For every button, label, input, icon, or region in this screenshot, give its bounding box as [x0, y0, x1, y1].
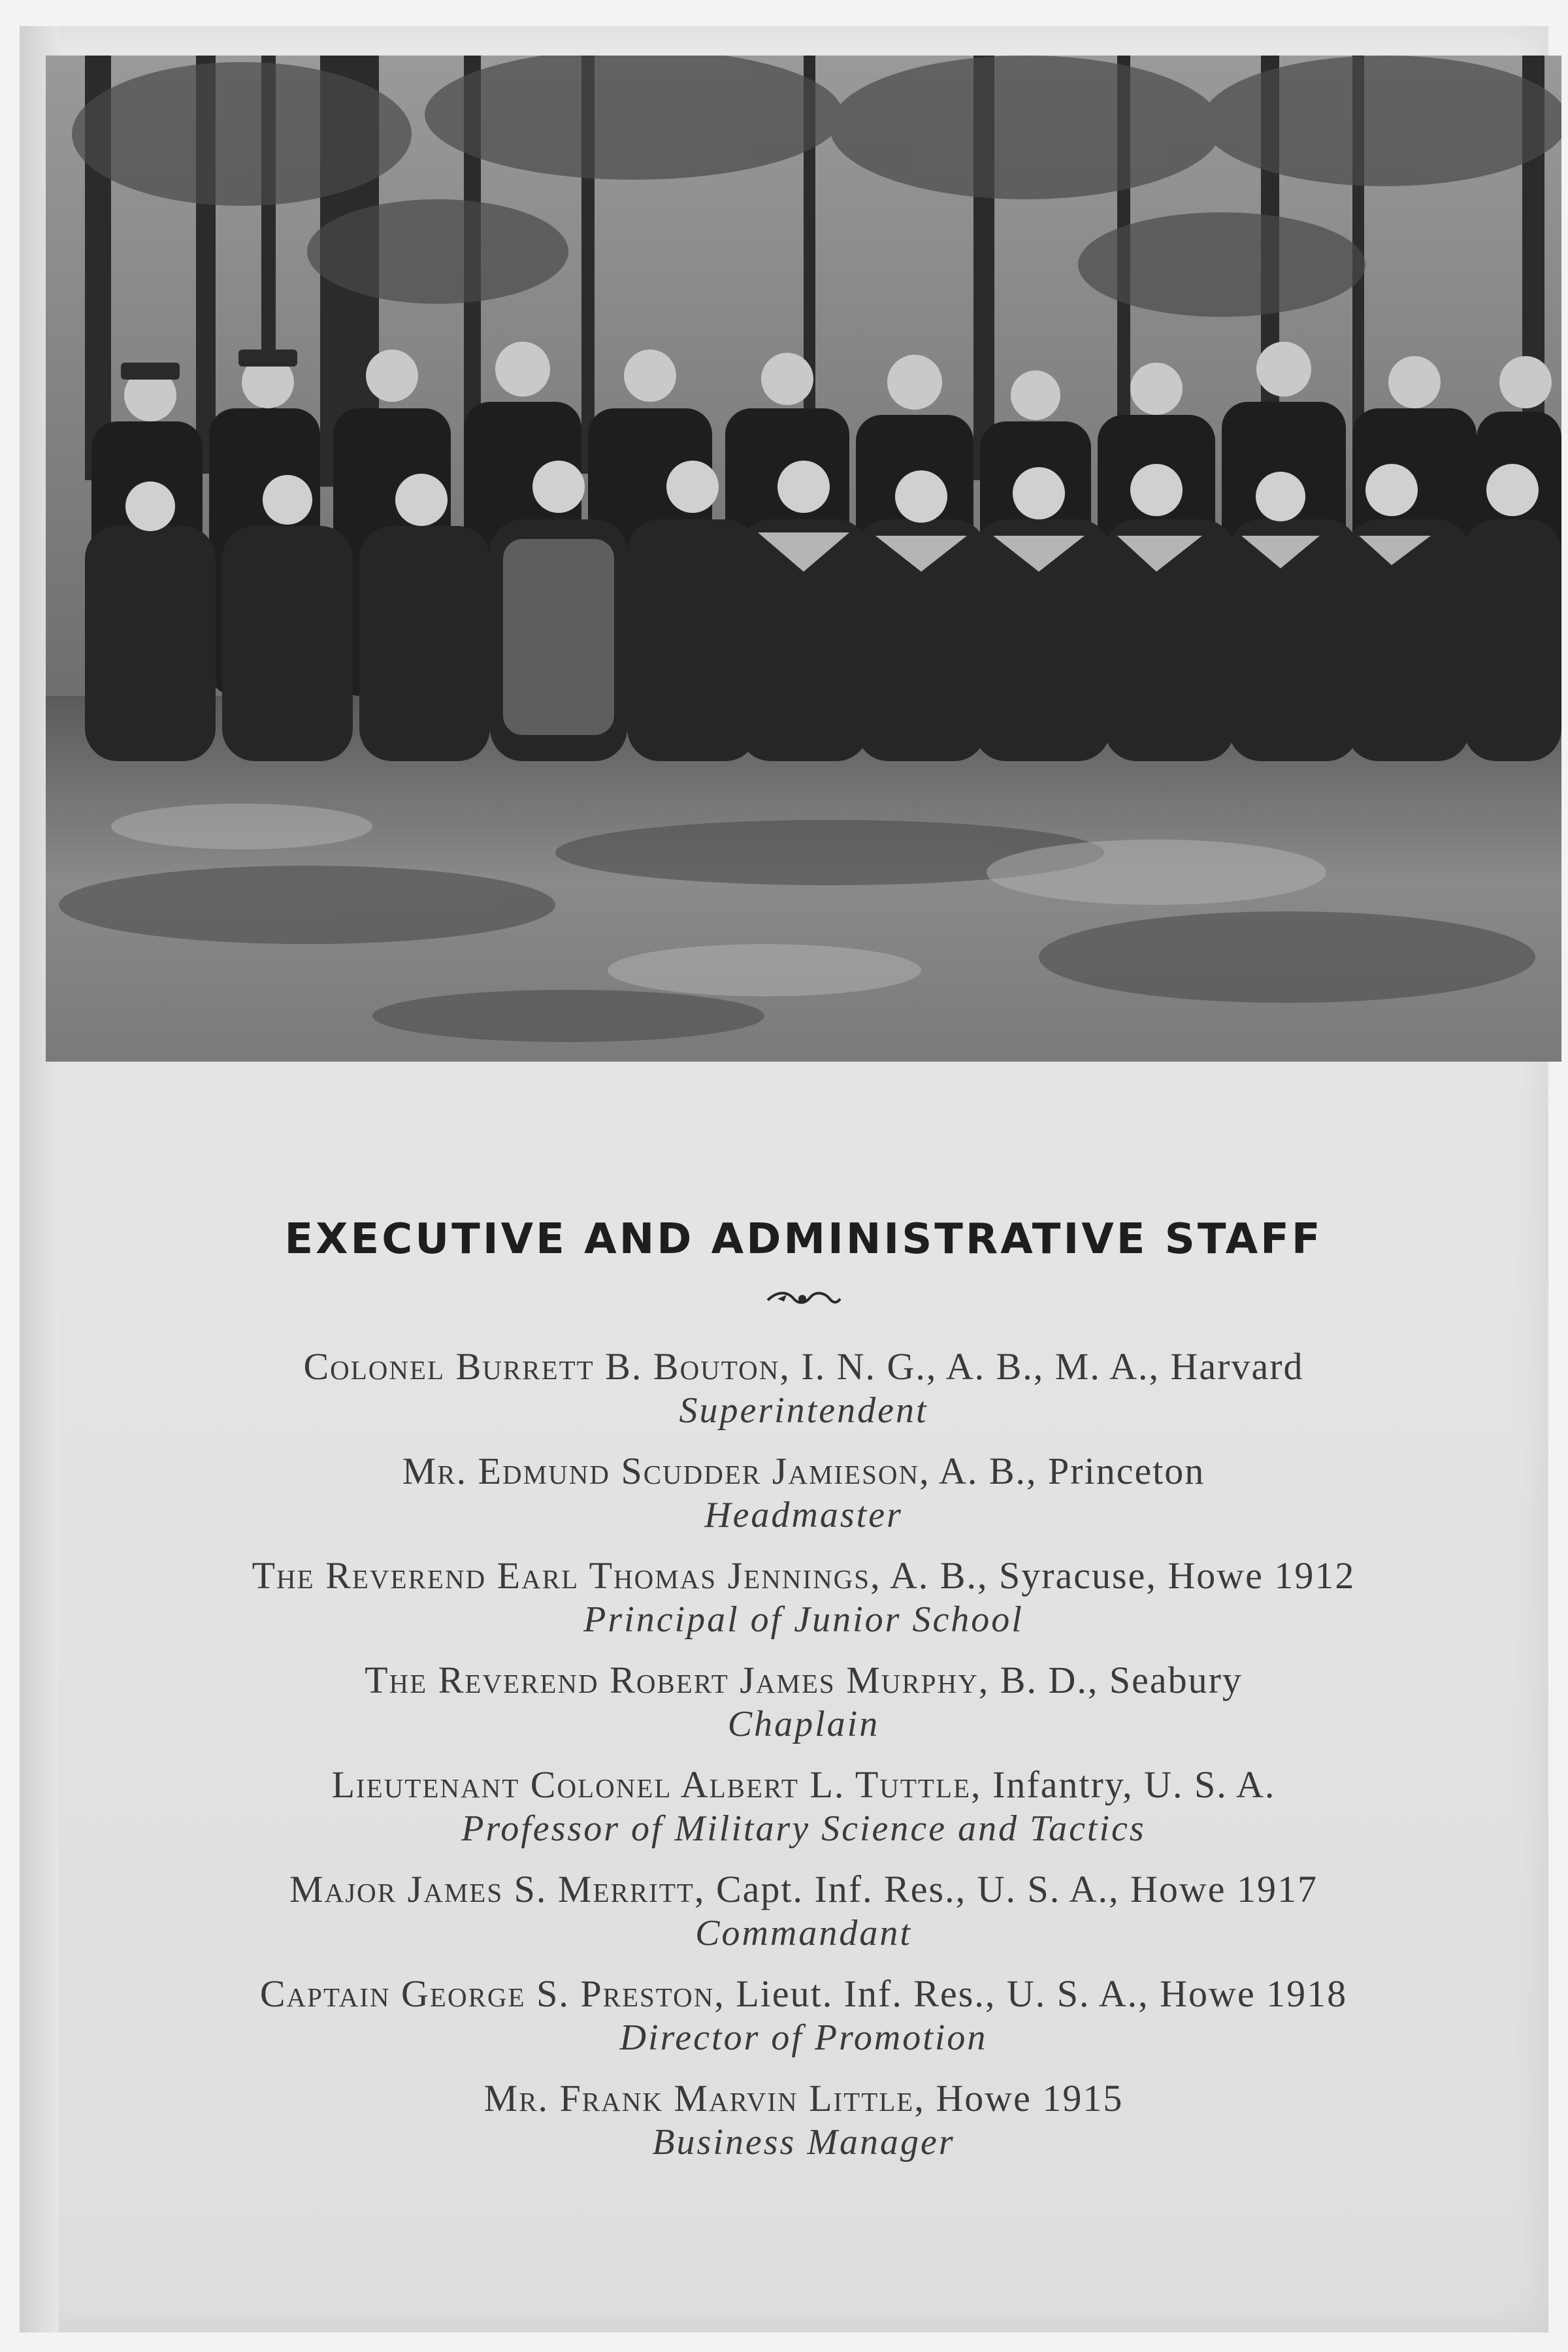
staff-credentials: A. B., Princeton [938, 1450, 1205, 1492]
group-photo-illustration [46, 56, 1561, 1062]
staff-role: Professor of Military Science and Tactics [461, 1808, 1146, 1849]
staff-listing [59, 1215, 1548, 2181]
staff-role: Business Manager [652, 2122, 955, 2163]
staff-name: Major James S. Merritt, [289, 1868, 706, 1910]
staff-role: Principal of Junior School [583, 1599, 1024, 1640]
staff-entry [59, 1867, 1548, 1955]
staff-role: Director of Promotion [619, 2017, 988, 2058]
staff-entry [59, 1345, 1548, 1432]
staff-name: Mr. Frank Marvin Little, [483, 2077, 925, 2119]
staff-name: Captain George S. Preston, [259, 1972, 725, 2015]
staff-role: Commandant [695, 1913, 912, 1953]
staff-entry [59, 1763, 1548, 1850]
staff-credentials: Capt. Inf. Res., U. S. A., Howe 1917 [715, 1868, 1318, 1910]
staff-entry [59, 1972, 1548, 2059]
staff-credentials: I. N. G., A. B., M. A., Harvard [801, 1345, 1304, 1388]
fleuron-ornament-icon [764, 1286, 843, 1312]
staff-name: Lieutenant Colonel Albert L. Tuttle, [331, 1763, 982, 1806]
staff-entry [59, 1658, 1548, 1746]
staff-entry [59, 1449, 1548, 1537]
staff-credentials: Howe 1915 [936, 2077, 1124, 2119]
yearbook-page [20, 26, 1548, 2332]
staff-name: Mr. Edmund Scudder Jamieson, [402, 1450, 930, 1492]
staff-entry [59, 1554, 1548, 1641]
page-title: EXECUTIVE AND ADMINISTRATIVE STAFF [284, 1215, 1323, 1264]
staff-credentials: B. D., Seabury [1000, 1659, 1243, 1701]
staff-entry [59, 2076, 1548, 2164]
staff-name: The Reverend Earl Thomas Jennings, [252, 1554, 881, 1597]
staff-name: Colonel Burrett B. Bouton, [303, 1345, 791, 1388]
staff-role: Superintendent [679, 1390, 928, 1431]
staff-credentials: Infantry, U. S. A. [992, 1763, 1276, 1806]
staff-credentials: A. B., Syracuse, Howe 1912 [889, 1554, 1356, 1597]
staff-credentials: Lieut. Inf. Res., U. S. A., Howe 1918 [736, 1972, 1348, 2015]
staff-group-photograph [46, 56, 1561, 1062]
staff-role: Chaplain [727, 1704, 880, 1744]
staff-name: The Reverend Robert James Murphy, [365, 1659, 990, 1701]
staff-role: Headmaster [704, 1495, 903, 1535]
